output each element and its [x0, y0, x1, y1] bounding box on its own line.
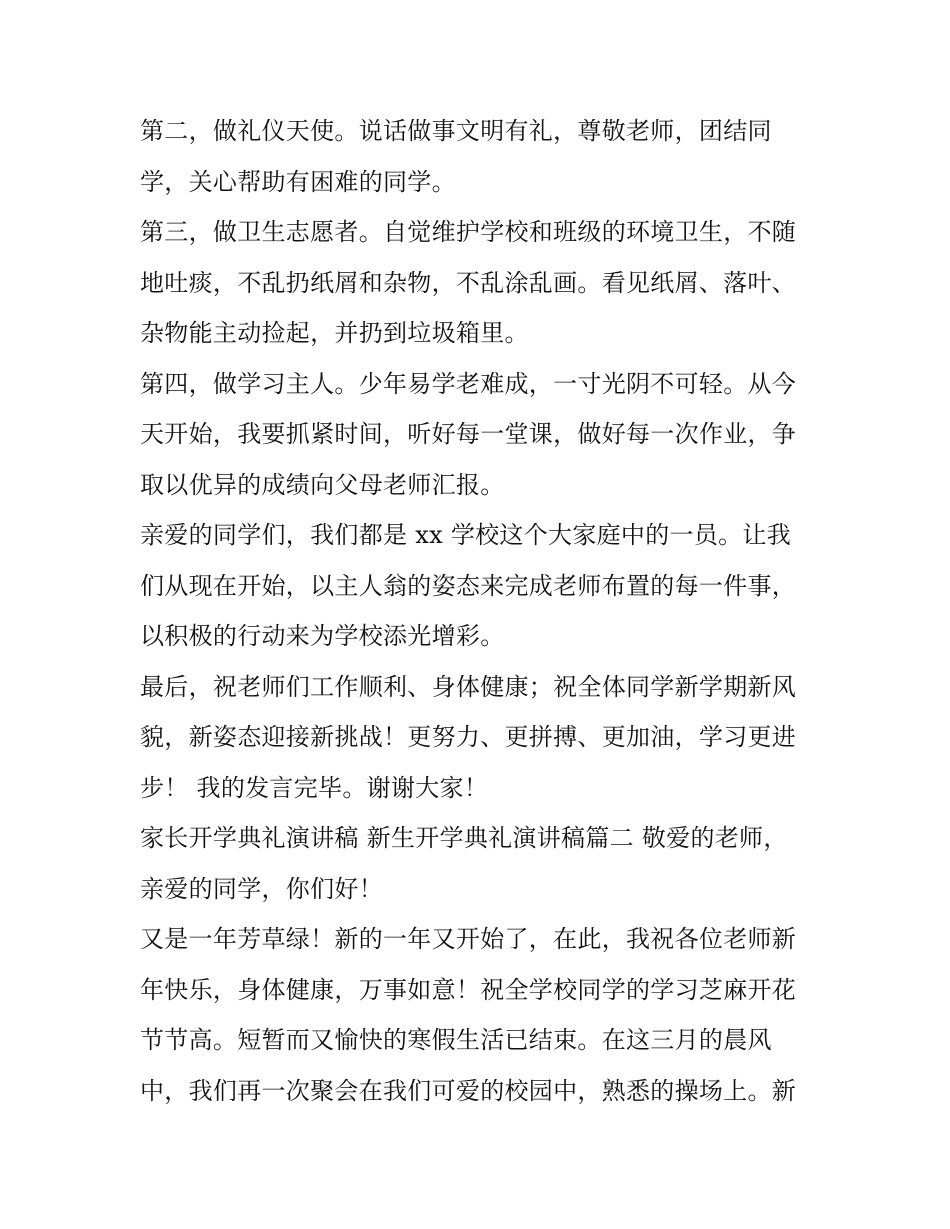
text-line: 节节高。短暂而又愉快的寒假生活已结束。在这三月的晨风: [140, 1026, 772, 1054]
document-body: [140, 106, 812, 1116]
text-line: 们从现在开始，以主人翁的姿态来完成老师布置的每一件事，: [140, 571, 797, 600]
text-line: 天开始，我要抓紧时间，听好每一堂课，做好每一次作业，争: [140, 420, 797, 448]
text-line: 杂物能主动捡起，并扔到垃圾箱里。: [140, 319, 529, 347]
text-line: 第四，做学习主人。少年易学老难成，一寸光阴不可轻。从今: [140, 369, 797, 398]
text-line: 亲爱的同学，你们好！: [140, 874, 383, 903]
text-line: 学，关心帮助有困难的同学。: [140, 167, 456, 196]
text-line: 第二，做礼仪天使。说话做事文明有礼，尊敬老师，团结同: [140, 117, 772, 145]
text-line: 取以优异的成绩向父母老师汇报。: [140, 470, 505, 499]
text-line: 年快乐，身体健康，万事如意！祝全学校同学的学习芝麻开花: [140, 975, 797, 1004]
text-line: 地吐痰，不乱扔纸屑和杂物，不乱涂乱画。看见纸屑、落叶、: [140, 268, 797, 297]
text-line: 貌，新姿态迎接新挑战！更努力、更拼搏、更加油，学习更进: [140, 723, 797, 751]
text-line: 第三，做卫生志愿者。自觉维护学校和班级的环境卫生，不随: [140, 218, 797, 246]
text-line: 中，我们再一次聚会在我们可爱的校园中，熟悉的操场上。新: [140, 1076, 797, 1105]
text-line: 最后，祝老师们工作顺利、身体健康；祝全体同学新学期新风: [140, 672, 797, 701]
text-line: 以积极的行动来为学校添光增彩。: [140, 622, 505, 650]
text-line: 家长开学典礼演讲稿 新生开学典礼演讲稿篇二 敬爱的老师，: [140, 824, 788, 852]
text-line: 亲爱的同学们，我们都是 xx 学校这个大家庭中的一员。让我: [140, 521, 792, 549]
text-line: 步！ 我的发言完毕。谢谢大家！: [140, 773, 489, 802]
text-line: 又是一年芳草绿！新的一年又开始了，在此，我祝各位老师新: [140, 925, 797, 953]
